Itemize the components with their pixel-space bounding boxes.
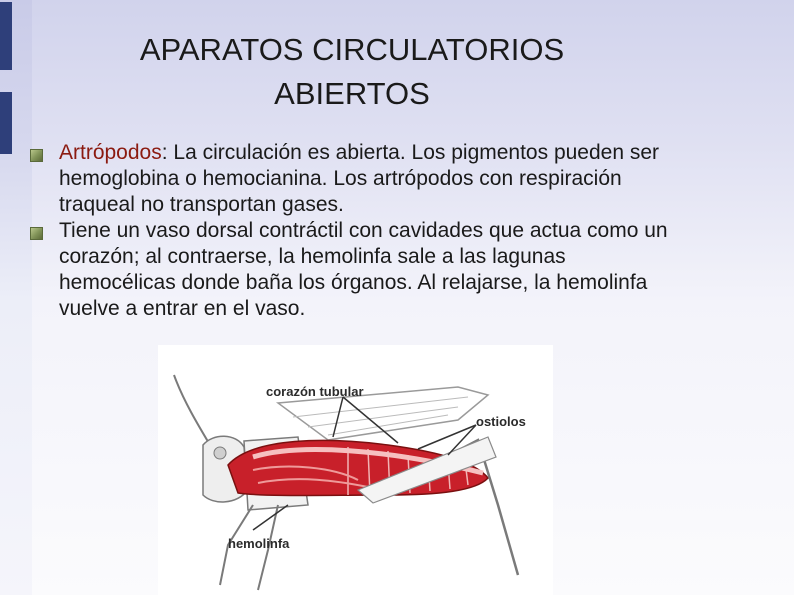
heart-pointer-lines	[333, 397, 398, 443]
left-decoration-strip	[0, 0, 32, 595]
left-accent-bar-middle	[0, 92, 12, 154]
title-line-1: APARATOS CIRCULATORIOS	[139, 32, 565, 67]
bullet-square-icon	[30, 149, 43, 162]
title-line-2: ABIERTOS	[274, 76, 430, 111]
slide-title	[32, 28, 672, 116]
term-arthropods: Artrópodos	[59, 141, 162, 164]
grasshopper-circulation-figure	[158, 345, 553, 595]
antenna	[174, 375, 213, 450]
bullet-item-dorsal-vessel	[30, 218, 680, 322]
bullet-item-arthropods	[30, 140, 680, 218]
eye	[214, 447, 226, 459]
left-accent-bar-top	[0, 2, 12, 70]
bullet-1-text: : La circulación es abierta. Los pigmentos pueden ser hemoglobina o hemocianina. Los artrópodos con respiración traqueal no transportan gases.	[59, 141, 660, 216]
grasshopper-diagram	[158, 345, 553, 595]
label-hemolymph: hemolinfa	[228, 536, 290, 551]
label-ostioles: ostiolos	[476, 414, 526, 429]
bullet-2-text: Tiene un vaso dorsal contráctil con cavidades que actua como un corazón; al contraerse, la hemolinfa sale a las lagunas hemocélicas donde baña los órganos. Al relajarse, la hemolinfa vuelve a entrar en el vaso.	[59, 219, 668, 320]
label-tubular-heart: corazón tubular	[266, 384, 364, 399]
bullet-square-icon	[30, 227, 43, 240]
bullet-list	[30, 140, 680, 322]
